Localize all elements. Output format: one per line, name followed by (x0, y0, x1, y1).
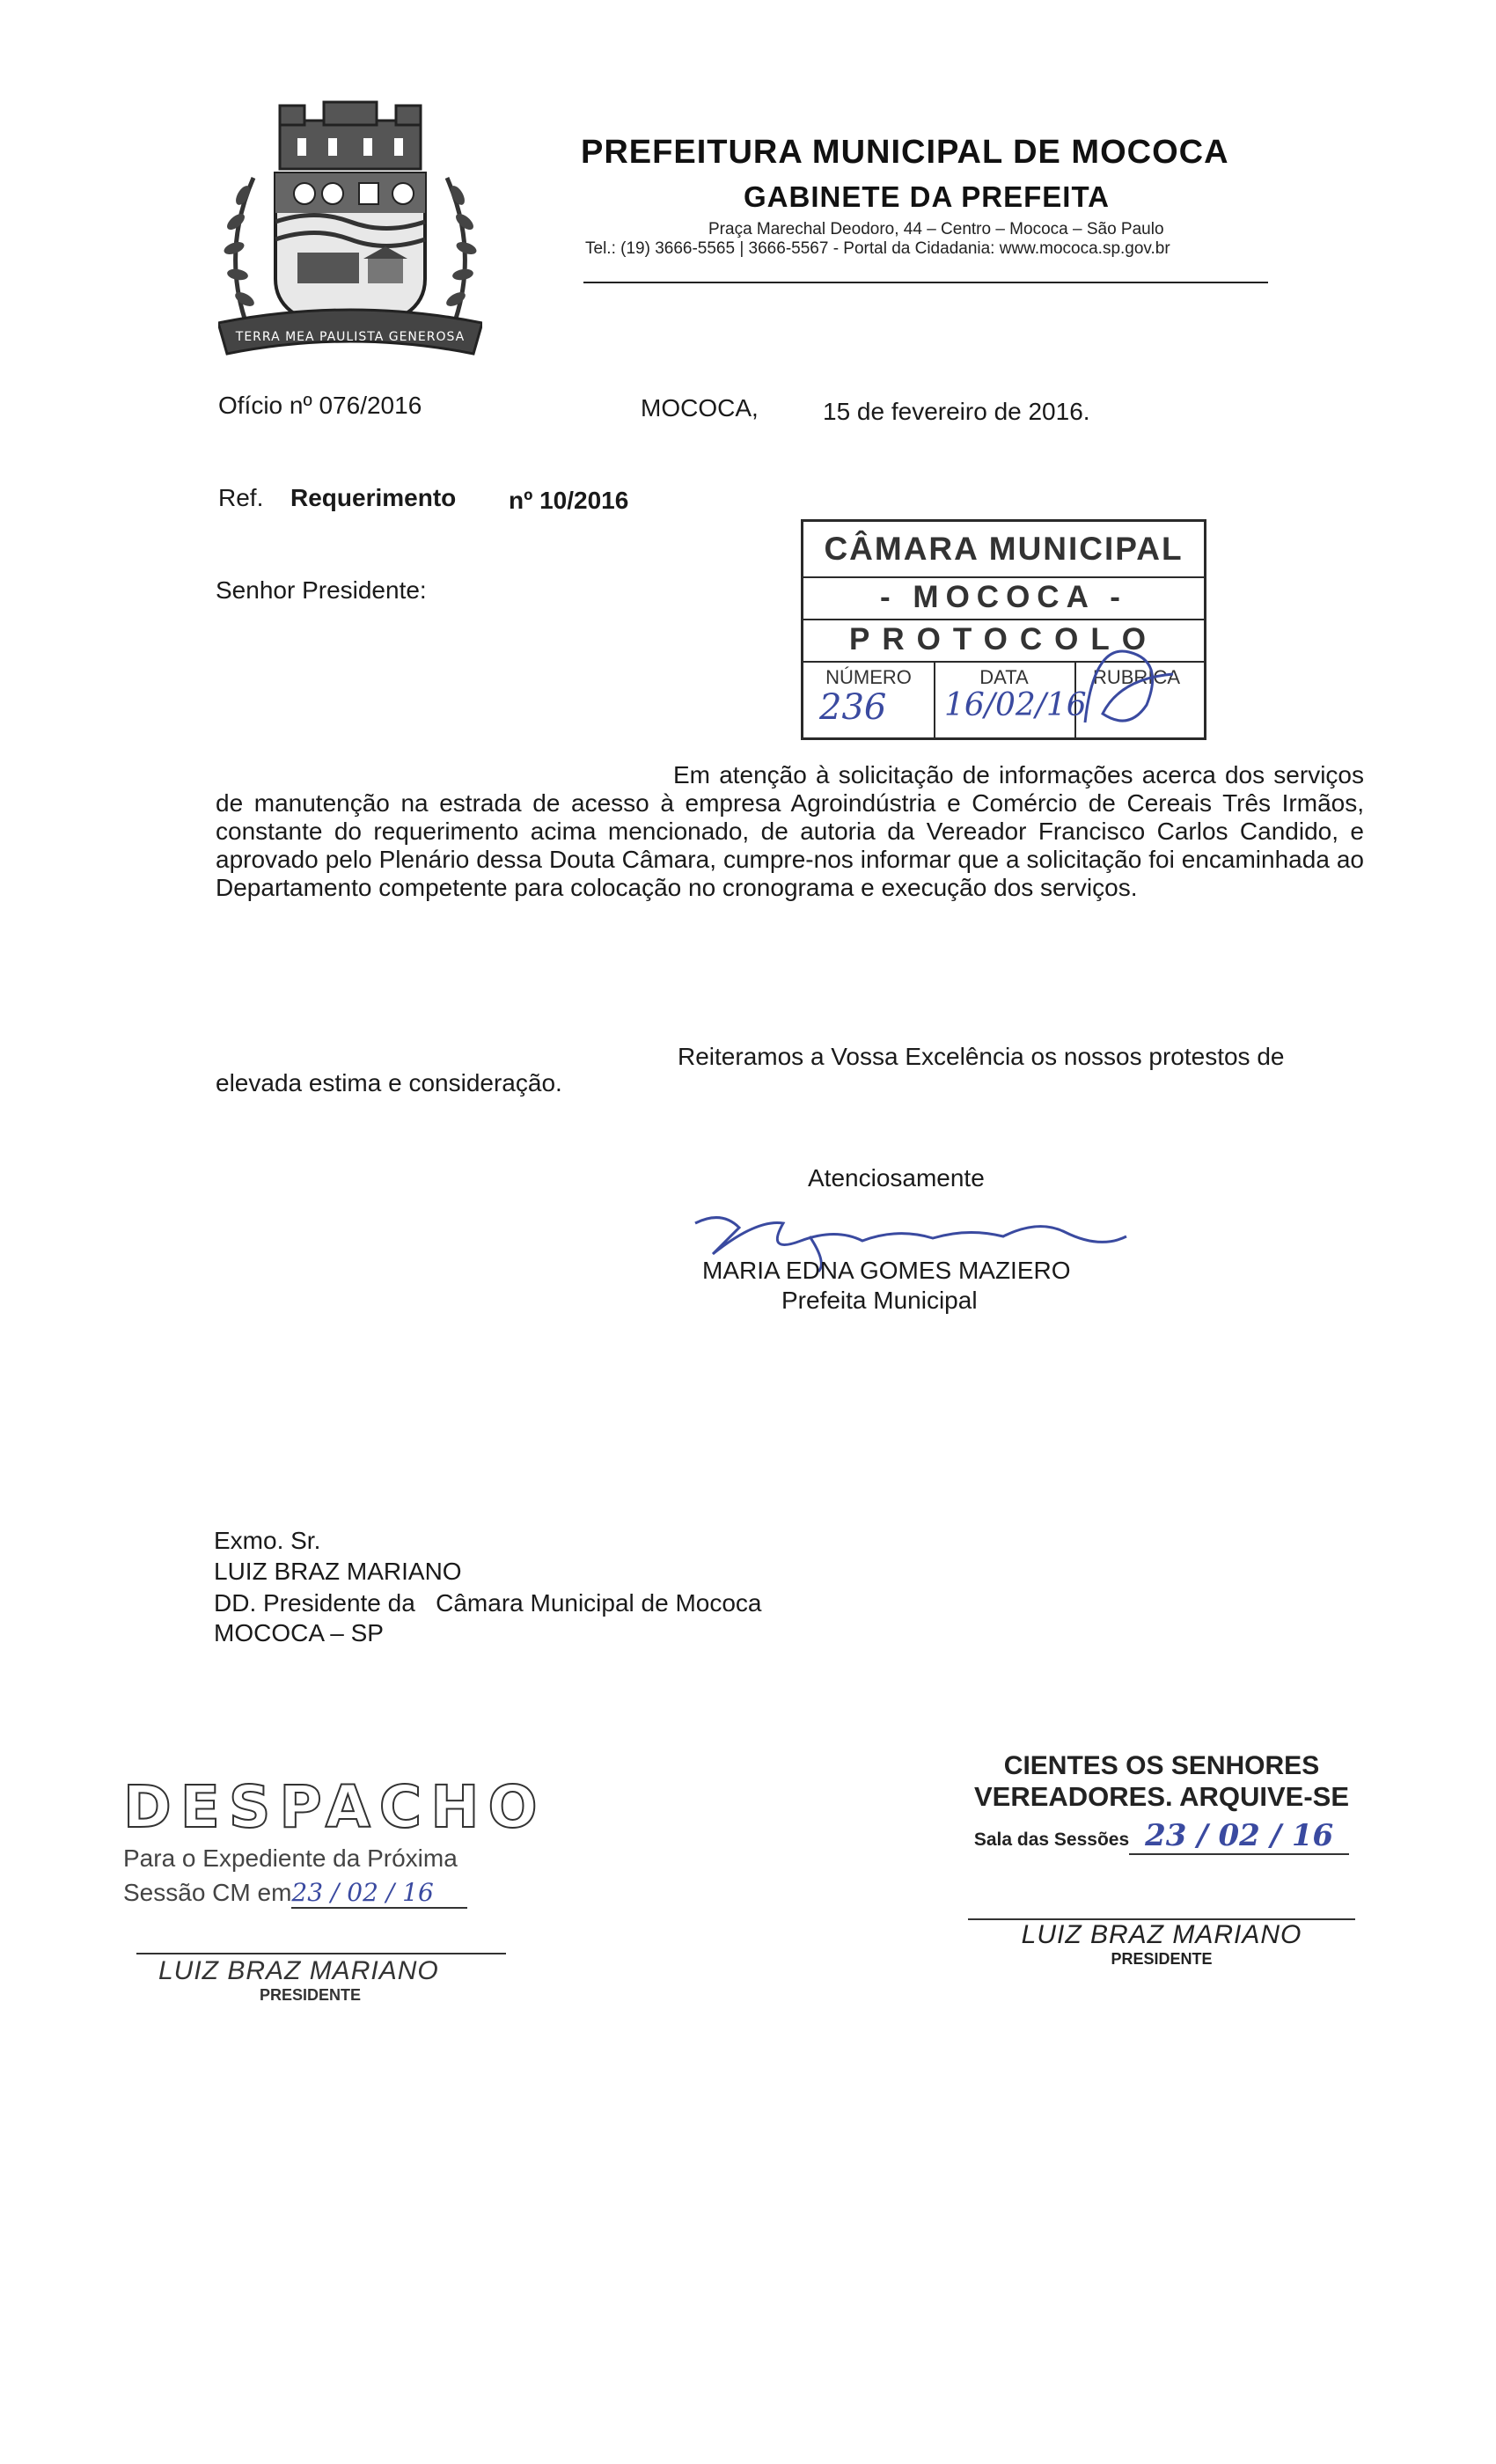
protocol-stamp (801, 519, 1206, 740)
despacho-signature-line (136, 1953, 506, 1954)
despacho-signer-role: PRESIDENTE (260, 1986, 362, 2004)
stamp-protocol: PROTOCOLO (803, 619, 1204, 663)
stamp-col-data-label: DATA (979, 666, 1029, 688)
stamp-city: - MOCOCA - (803, 576, 1204, 620)
despacho-signer-name: LUIZ BRAZ MARIANO (158, 1956, 439, 1985)
cientes-line-2: VEREADORES. ARQUIVE-SE (973, 1781, 1350, 1812)
signer-role: Prefeita Municipal (781, 1287, 978, 1314)
stamp-date-handwritten: 16/02/16 (944, 687, 1087, 723)
despacho-title: DESPACHO (123, 1773, 546, 1841)
recipient-line-4: MOCOCA – SP (214, 1619, 384, 1646)
signature-greeting: Atenciosamente (808, 1164, 985, 1192)
recipient-line-2: LUIZ BRAZ MARIANO (214, 1558, 462, 1585)
body-paragraph-text: Em atenção à solicitação de informações acerca dos serviços de manutenção na estrada de acesso à empresa Agroindústria e Comércio de Cereais Três Irmãos, constante do requerimento acima mencionado, de autoria da Vereador Francisco Carlos Candido, e aprovado pelo Plenário dessa Douta Câmara, cumpre-nos informar que a solicitação foi encaminhada ao Departamento competente para colocação no cronograma e execução dos serviços. (216, 761, 1364, 901)
despacho-date-handwritten: 23 / 02 / 16 (291, 1878, 467, 1909)
cientes-stamp (933, 1751, 1390, 1989)
recipient-line-1: Exmo. Sr. (214, 1527, 321, 1554)
svg-text:TERRA MEA PAULISTA GENEROSA: TERRA MEA PAULISTA GENEROSA (235, 330, 466, 344)
reference-prefix: Ref. (218, 484, 264, 511)
stamp-numero-handwritten: 236 (819, 687, 887, 728)
recipient-line-3: DD. Presidente da Câmara Municipal de Mococa (214, 1589, 762, 1617)
stamp-col-rubrica-label: RUBRICA (1092, 666, 1180, 688)
header-divider (583, 282, 1268, 283)
closing-line-2: elevada estima e consideração. (216, 1069, 562, 1096)
cientes-line-1: CIENTES OS SENHORES (1003, 1751, 1320, 1780)
closing-line-1: Reiteramos a Vossa Excelência os nossos protestos de (678, 1043, 1285, 1070)
body-paragraph (216, 761, 1364, 902)
salutation: Senhor Presidente: (216, 576, 427, 604)
cientes-signer-name: LUIZ BRAZ MARIANO (1021, 1920, 1302, 1949)
signer-name: MARIA EDNA GOMES MAZIERO (702, 1257, 1071, 1284)
oficio-number: Ofício nº 076/2016 (218, 392, 422, 419)
cientes-date-handwritten: 23 / 02 / 16 (1129, 1818, 1349, 1855)
letter-date: 15 de fevereiro de 2016. (823, 398, 1090, 425)
org-subtitle: GABINETE DA PREFEITA (744, 180, 1111, 213)
cientes-signer-role: PRESIDENTE (1111, 1950, 1213, 1968)
reference-label: Requerimento (290, 484, 457, 511)
city: MOCOCA, (641, 394, 759, 422)
despacho-line-1: Para o Expediente da Próxima (123, 1844, 458, 1872)
despacho-line-2: Sessão CM em (123, 1879, 292, 1906)
stamp-col-numero-label: NÚMERO (825, 666, 912, 688)
municipal-crest-logo (218, 99, 482, 380)
address-line-2: Tel.: (19) 3666-5565 | 3666-5567 - Portal da Cidadania: www.mococa.sp.gov.br (585, 239, 1170, 258)
stamp-chamber: CÂMARA MUNICIPAL (803, 522, 1204, 578)
reference-number: nº 10/2016 (509, 487, 629, 514)
cientes-line-3: Sala das Sessões (973, 1830, 1130, 1850)
rubrica-signature (1067, 626, 1199, 740)
org-title: PREFEITURA MUNICIPAL DE MOCOCA (581, 134, 1229, 171)
address-line-1: Praça Marechal Deodoro, 44 – Centro – Mococa – São Paulo (708, 220, 1164, 238)
despacho-stamp (123, 1773, 546, 2011)
